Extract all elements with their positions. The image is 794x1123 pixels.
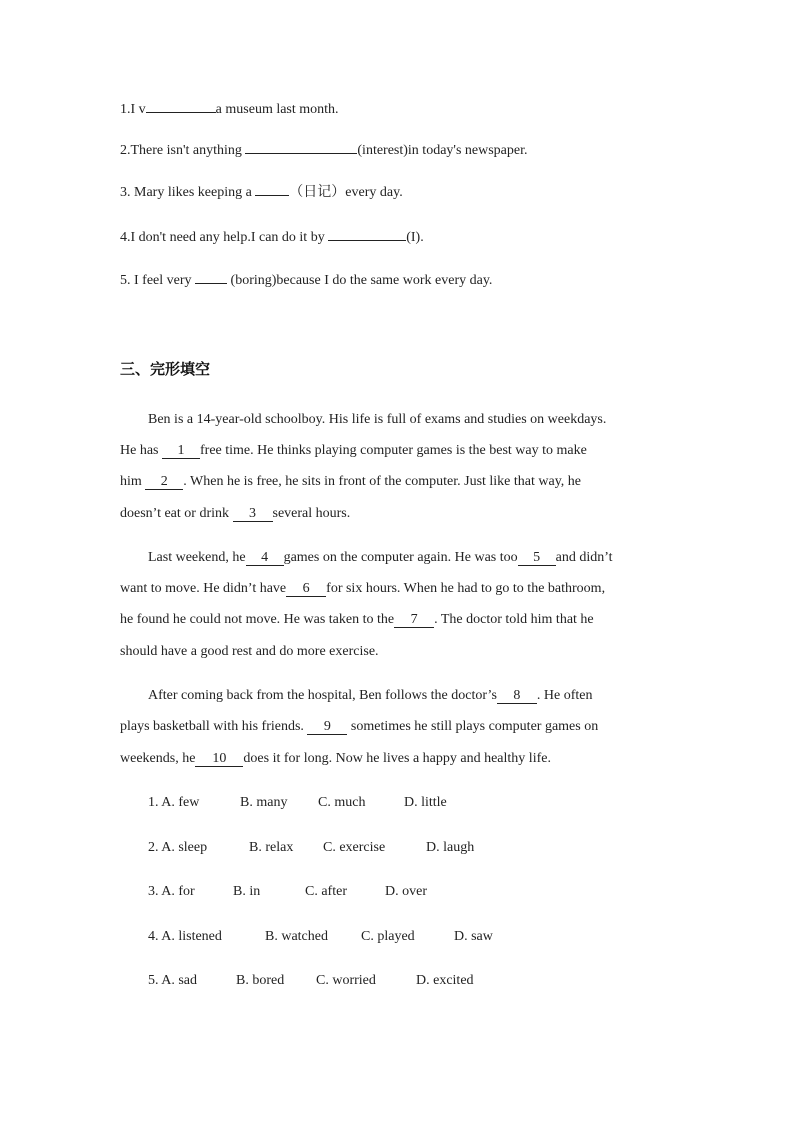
option-row-2 — [148, 839, 474, 857]
answer-blank[interactable] — [245, 138, 357, 154]
option[interactable]: 4. A. listened — [148, 929, 222, 944]
passage-line: Ben is a 14-year-old schoolboy. His life is full of exams and studies on weekdays. — [148, 412, 607, 427]
option-row-5 — [148, 972, 474, 990]
passage-line: he found he could not move. He was taken to the 7 . The doctor told him that he — [120, 612, 594, 627]
option[interactable]: B. watched — [265, 929, 328, 944]
passage-line: him 2 . When he is free, he sits in front of the computer. Just like that way, he — [120, 474, 582, 489]
passage-line: Last weekend, he 4 games on the computer again. He was too 5 and didn’t — [148, 550, 613, 565]
option[interactable]: C. worried — [316, 973, 376, 988]
option[interactable]: B. many — [240, 795, 288, 810]
passage-line: plays basketball with his friends. 9 sometimes he still plays computer games on — [120, 719, 599, 734]
exercise-3: 3. Mary likes keeping a （日记）every day. — [120, 180, 403, 202]
cloze-blank-4[interactable]: 4 — [246, 550, 284, 566]
option[interactable]: 5. A. sad — [148, 973, 197, 988]
passage-line: doesn’t eat or drink 3 several hours. — [120, 506, 351, 521]
option[interactable]: D. laugh — [426, 840, 475, 855]
option[interactable]: C. after — [305, 884, 347, 899]
option-row-1 — [148, 794, 447, 812]
passage-line: should have a good rest and do more exercise. — [120, 644, 379, 659]
option[interactable]: 2. A. sleep — [148, 840, 208, 855]
passage-line: After coming back from the hospital, Ben follows the doctor’s 8 . He often — [148, 688, 593, 703]
cloze-blank-5[interactable]: 5 — [518, 550, 556, 566]
answer-blank[interactable] — [195, 268, 227, 284]
option[interactable]: 3. A. for — [148, 884, 195, 899]
option[interactable]: D. over — [385, 884, 427, 899]
cloze-blank-1[interactable]: 1 — [162, 443, 200, 459]
cloze-blank-2[interactable]: 2 — [145, 474, 183, 490]
cloze-blank-9[interactable]: 9 — [307, 719, 347, 735]
exercise-5: 5. I feel very (boring)because I do the same work every day. — [120, 268, 492, 290]
passage-line: want to move. He didn’t have 6 for six hours. When he had to go to the bathroom, — [120, 581, 606, 596]
option[interactable]: C. much — [318, 795, 366, 810]
answer-blank[interactable] — [255, 180, 289, 196]
option-row-3 — [148, 883, 427, 901]
cloze-blank-3[interactable]: 3 — [233, 506, 273, 522]
option[interactable]: C. exercise — [323, 840, 386, 855]
cloze-blank-6[interactable]: 6 — [286, 581, 326, 597]
answer-blank[interactable] — [146, 97, 216, 113]
exercise-2: 2.There isn't anything (interest)in today's newspaper. — [120, 138, 527, 160]
passage-line: He has 1 free time. He thinks playing computer games is the best way to make — [120, 443, 587, 458]
option[interactable]: D. excited — [416, 973, 474, 988]
exercise-1: 1.I v a museum last month. — [120, 97, 339, 119]
cloze-blank-8[interactable]: 8 — [497, 688, 537, 704]
option[interactable]: B. in — [233, 884, 261, 899]
option-row-4 — [148, 928, 493, 946]
option[interactable]: B. bored — [236, 973, 285, 988]
option[interactable]: 1. A. few — [148, 795, 200, 810]
cloze-blank-10[interactable]: 10 — [195, 751, 243, 767]
answer-blank[interactable] — [328, 225, 406, 241]
option[interactable]: B. relax — [249, 840, 294, 855]
option[interactable]: D. little — [404, 795, 447, 810]
option[interactable]: D. saw — [454, 929, 493, 944]
exercise-4: 4.I don't need any help.I can do it by (I). — [120, 225, 424, 247]
cloze-blank-7[interactable]: 7 — [394, 612, 434, 628]
passage-line: weekends, he 10 does it for long. Now he lives a happy and healthy life. — [120, 751, 551, 766]
section-heading: 三、完形填空 — [120, 360, 211, 378]
option[interactable]: C. played — [361, 929, 415, 944]
